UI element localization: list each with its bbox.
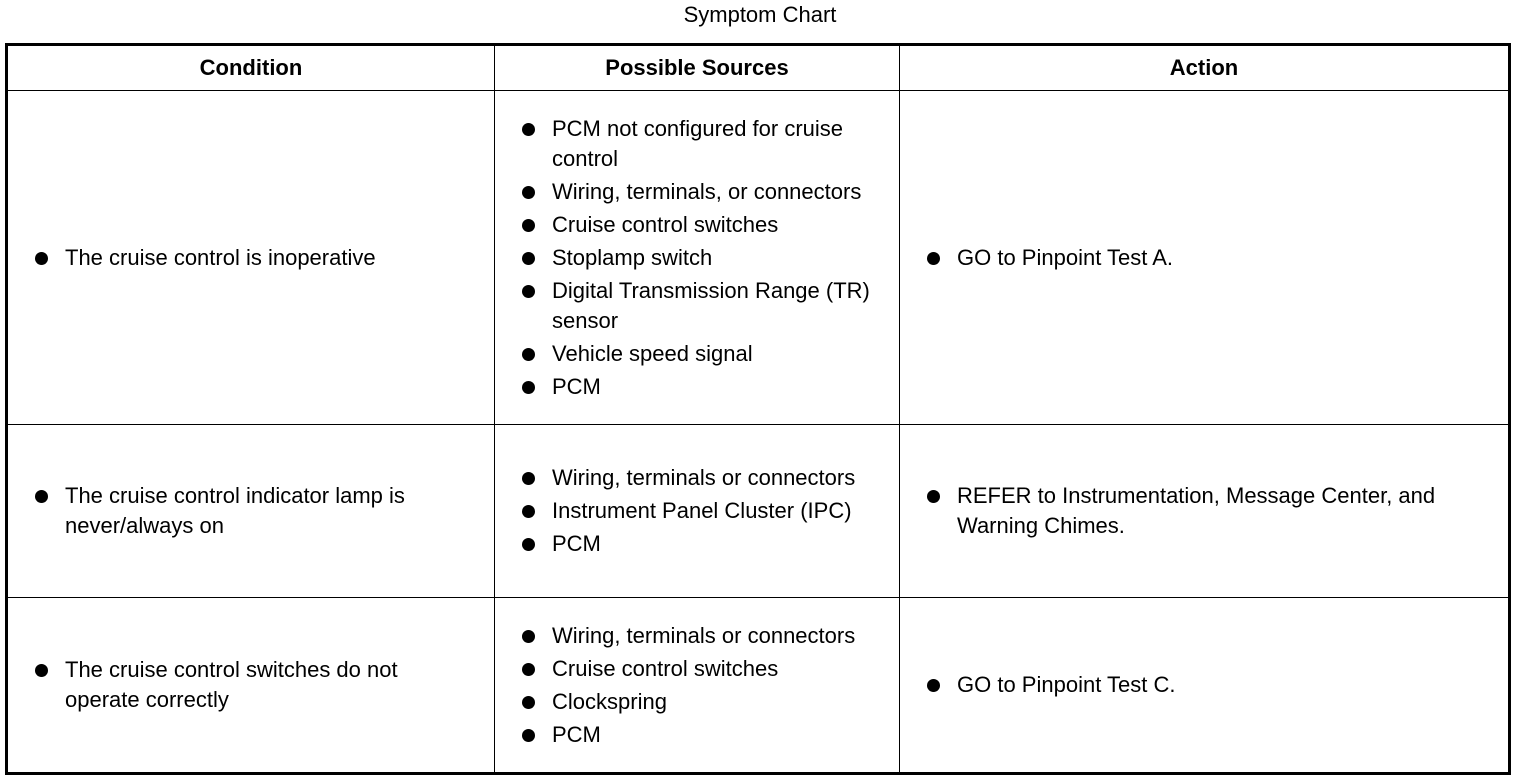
source-item: Cruise control switches [520,210,887,240]
source-item: PCM [520,529,887,559]
action-cell [900,598,1510,774]
table-row [7,598,1510,774]
header-condition: Condition [7,45,495,91]
source-item: PCM [520,720,887,750]
condition-text: The cruise control is inoperative [33,243,474,273]
condition-text: The cruise control indicator lamp is never/always on [33,481,474,541]
header-row [7,45,1510,91]
sources-cell [495,425,900,598]
sources-cell [495,598,900,774]
action-text: GO to Pinpoint Test C. [925,670,1488,700]
condition-cell [7,91,495,425]
source-item: Digital Transmission Range (TR) sensor [520,276,887,336]
header-action: Action [900,45,1510,91]
source-item: PCM [520,372,887,402]
source-item: Wiring, terminals or connectors [520,621,887,651]
action-text: REFER to Instrumentation, Message Center, and Warning Chimes. [925,481,1488,541]
condition-cell [7,598,495,774]
symptom-table [5,43,1511,775]
condition-text: The cruise control switches do not operate correctly [33,655,474,715]
source-item: PCM not configured for cruise control [520,114,887,174]
action-cell [900,91,1510,425]
source-item: Wiring, terminals or connectors [520,463,887,493]
page-title: Symptom Chart [683,2,837,27]
source-item: Wiring, terminals, or connectors [520,177,887,207]
source-item: Clockspring [520,687,887,717]
sources-cell [495,91,900,425]
source-item: Cruise control switches [520,654,887,684]
source-item: Instrument Panel Cluster (IPC) [520,496,887,526]
action-text: GO to Pinpoint Test A. [925,243,1488,273]
table-row [7,425,1510,598]
table-row [7,91,1510,425]
source-item: Vehicle speed signal [520,339,887,369]
condition-cell [7,425,495,598]
source-item: Stoplamp switch [520,243,887,273]
header-possible-sources: Possible Sources [495,45,900,91]
action-cell [900,425,1510,598]
